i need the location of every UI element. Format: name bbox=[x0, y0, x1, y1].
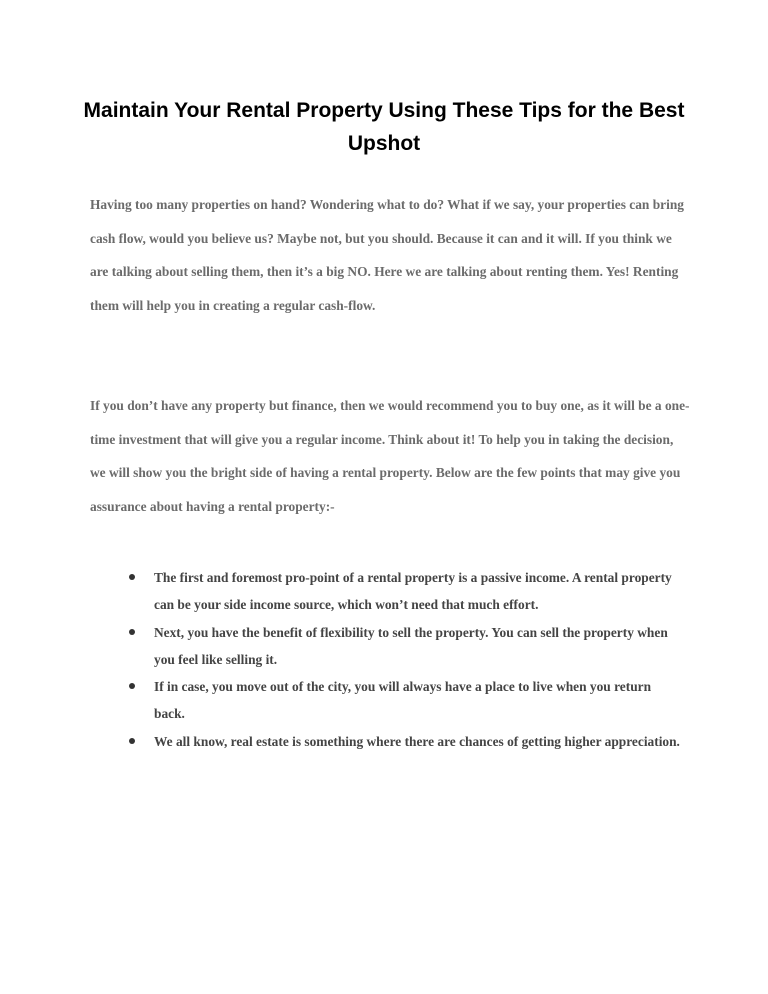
list-item bbox=[125, 564, 685, 619]
list-item bbox=[125, 619, 685, 674]
document-title: Maintain Your Rental Property Using These Tips for the Best Upshot bbox=[83, 99, 685, 155]
bullet-icon bbox=[129, 574, 135, 580]
list-item-text: If in case, you move out of the city, you will always have a place to live when you return back. bbox=[154, 679, 652, 722]
bullet-icon bbox=[129, 738, 135, 744]
list-item bbox=[125, 728, 685, 755]
bullet-icon bbox=[129, 683, 135, 689]
recommendation-paragraph: If you don’t have any property but finance, then we would recommend you to buy one, as it will be a one-time investment that will give you a regular income. Think about it! To help you in taking the decision, we will show you the bright side of having a rental property. Below are the few points that may give you assurance about having a rental property:- bbox=[90, 398, 690, 514]
intro-paragraph: Having too many properties on hand? Wondering what to do? What if we say, your properties can bring cash flow, would you believe us? Maybe not, but you should. Because it can and it will. If you think we are talking about selling them, then it’s a big NO. Here we are talking about renting them. Yes! Renting them will help you in creating a regular cash-flow. bbox=[90, 197, 684, 313]
list-item-text: The first and foremost pro-point of a rental property is a passive income. A rental property can be your side income source, which won’t need that much effort. bbox=[154, 570, 672, 613]
list-item-text: We all know, real estate is something where there are chances of getting higher appreciation. bbox=[154, 733, 680, 749]
list-item-text: Next, you have the benefit of flexibility to sell the property. You can sell the property when you feel like selling it. bbox=[154, 624, 668, 667]
benefits-list bbox=[125, 564, 685, 755]
list-item bbox=[125, 673, 685, 728]
bullet-icon bbox=[129, 629, 135, 635]
